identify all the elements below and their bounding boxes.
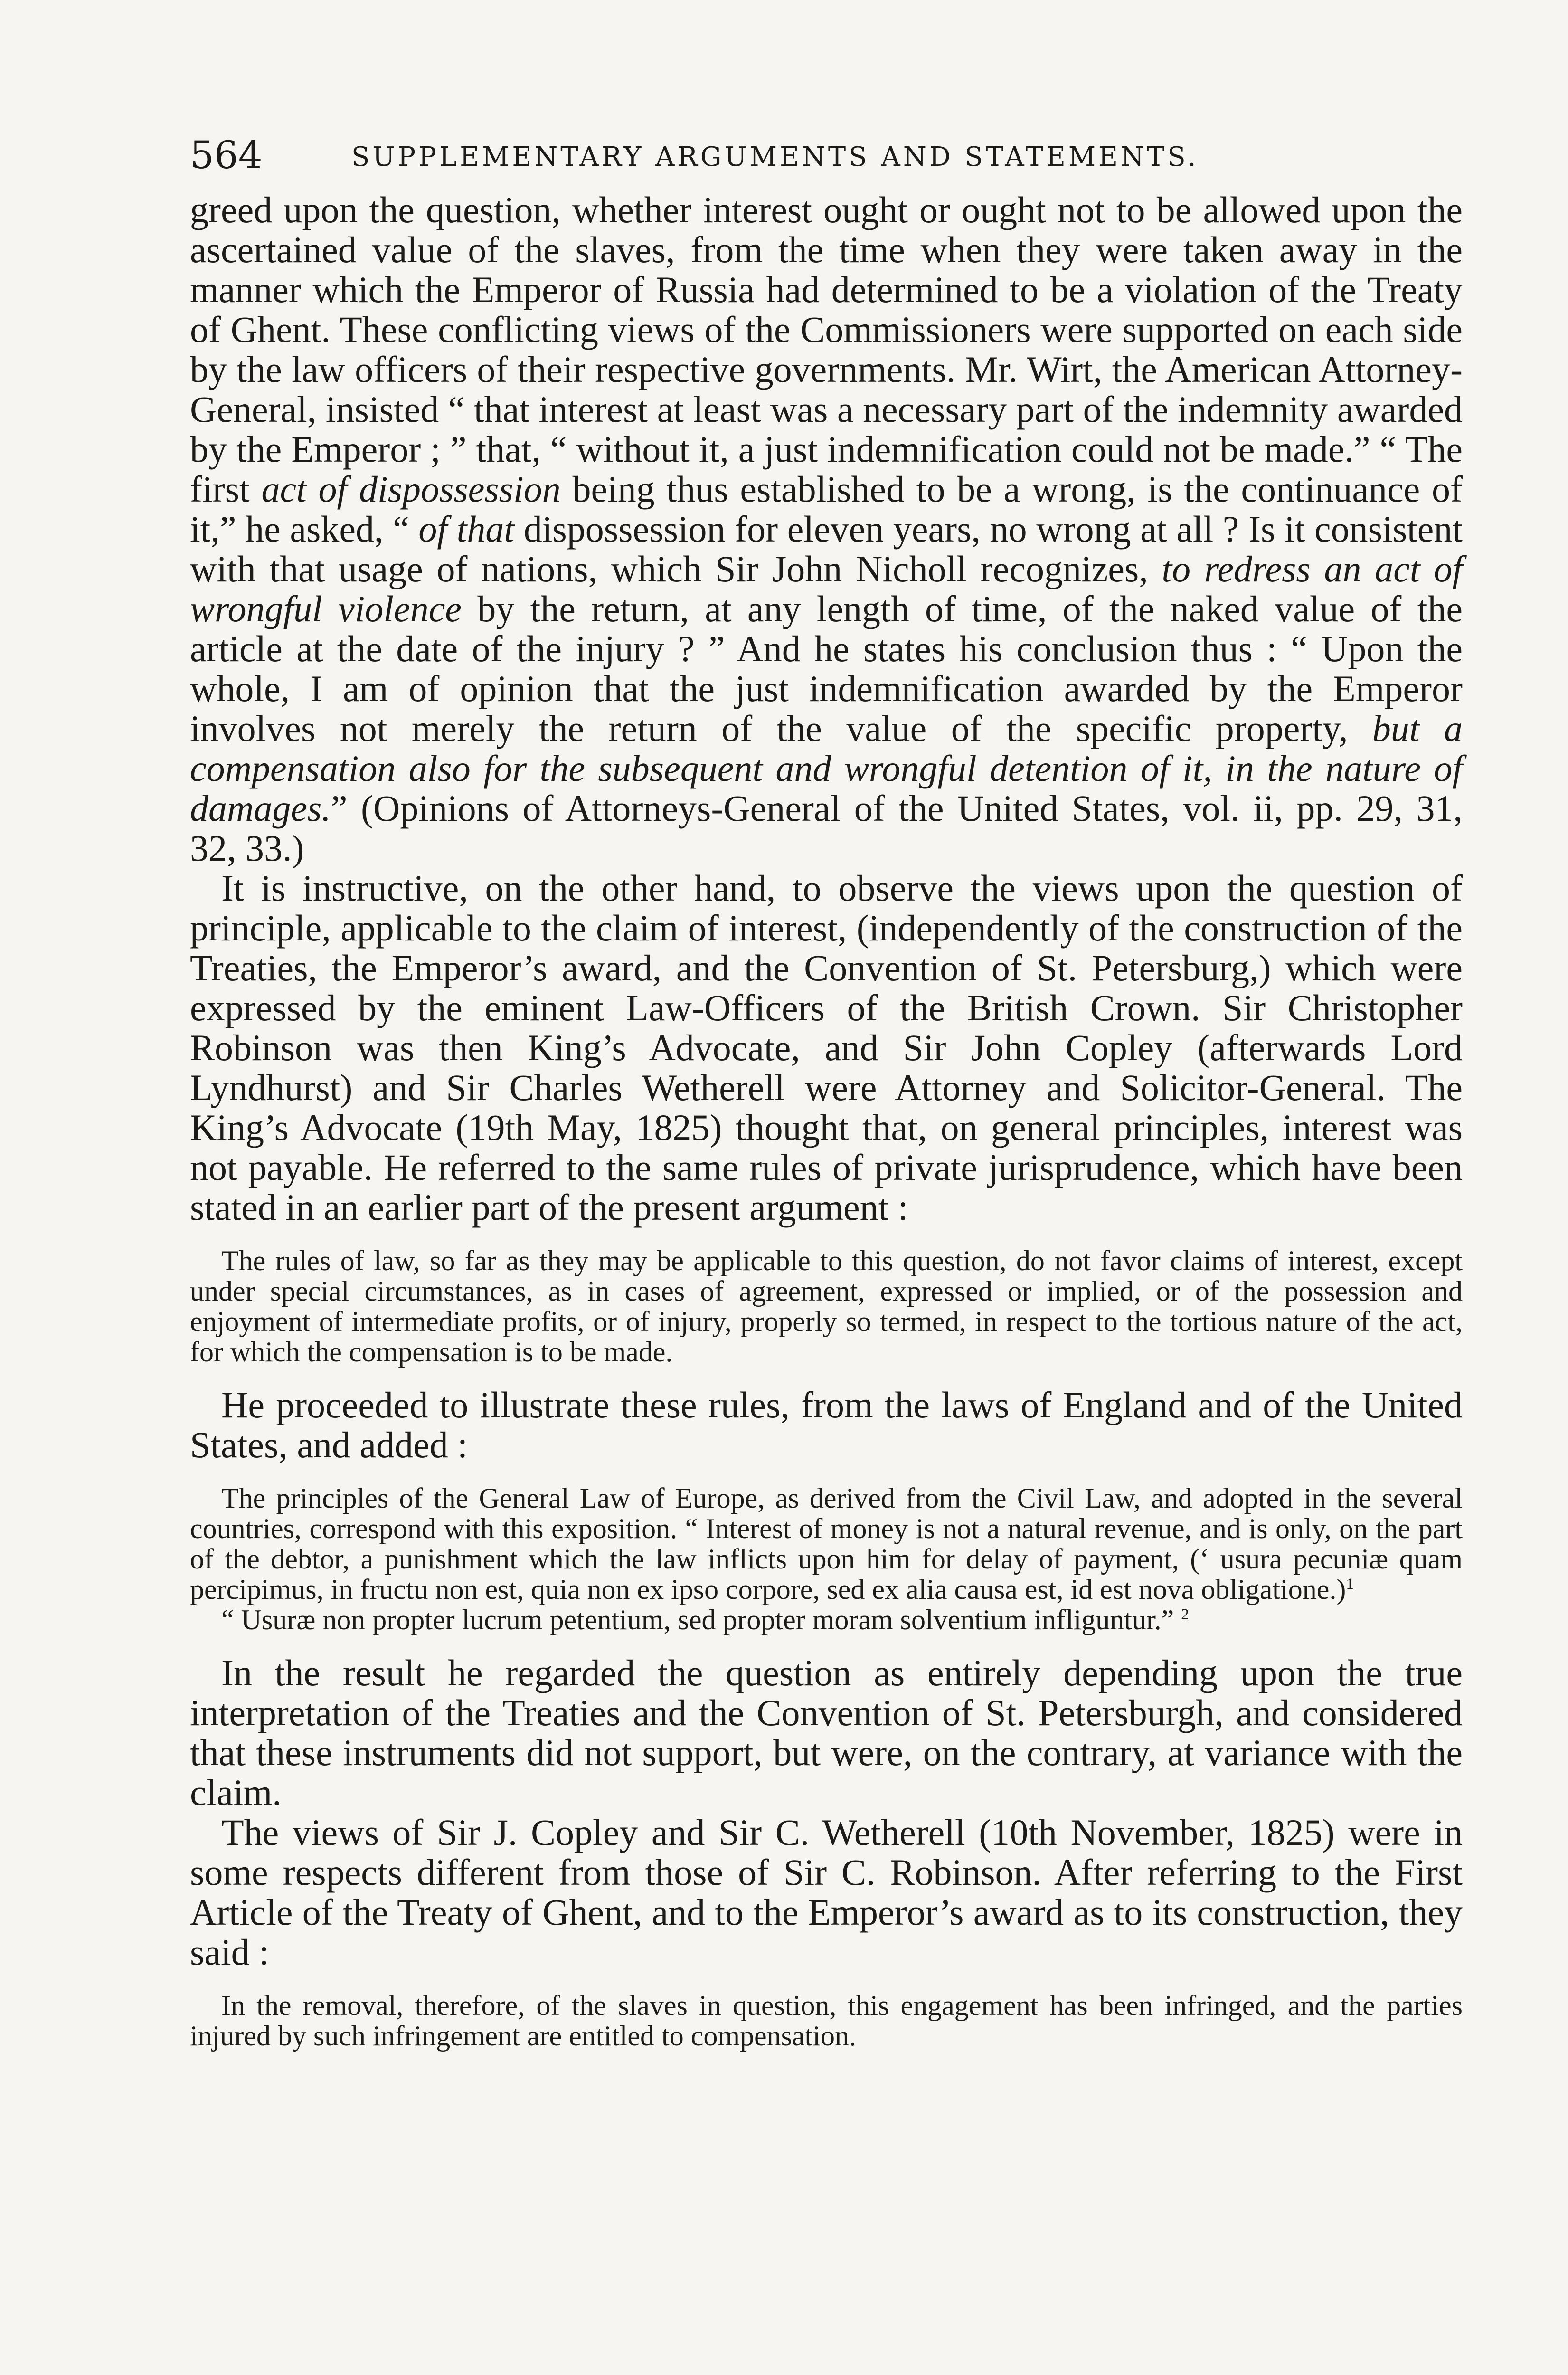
paragraph-5: The views of Sir J. Copley and Sir C. Wetherell (10th November, 1825) were in some respects different from those of Sir C. Robinson. After referring to the First Article of the Treaty of Ghent, and to the Emperor’s award as to its construction, they said :	[190, 1812, 1463, 1973]
footnote-ref-2: 2	[1181, 1606, 1189, 1623]
block-quote-2	[190, 1483, 1463, 1635]
block-quote-1	[190, 1245, 1463, 1367]
paragraph-2: It is instructive, on the other hand, to observe the views upon the question of principle, applicable to the claim of interest, (independently of the construction of the Treaties, the Emperor’s award, and the Convention of St. Petersburg,) which were expressed by the eminent Law-Officers of the British Crown. Sir Christopher Robinson was then King’s Advocate, and Sir John Copley (afterwards Lord Lyndhurst) and Sir Charles Wetherell were Attorney and Solicitor-General. The King’s Advocate (19th May, 1825) thought that, on general principles, interest was not payable. He referred to the same rules of private jurisprudence, which have been stated in an earlier part of the present argument :	[190, 867, 1463, 1228]
quote-text: “ Usuræ non propter lucrum petentium, sed propter moram solventium infliguntur.” $^2$	[221, 1604, 1189, 1635]
paragraph-1: greed upon the question, whether interest ought or ought not to be allowed upon the ascertained value of the slaves, from the time when they were taken away in the manner which the Emperor of Russia had determined to be a violation of the Treaty of Ghent. These conflicting views of the Commissioners were supported on each side by the law officers of their respective governments. Mr. Wirt, the American Attorney-General, insisted “ that interest at least was a necessary part of the indemnity awarded by the Emperor ; ” that, “ without it, a just indemnification could not be made.” “ The first act of dispossession being thus established to be a wrong, is the continuance of it,” he asked, “ of that dispossession for eleven years, no wrong at all ? Is it consistent with that usage of nations, which Sir John Nicholl recognizes, to redress an act of wrongful violence by the return, at any length of time, of the naked value of the article at the date of the injury ? ” And he states his conclusion thus : “ Upon the whole, I am of opinion that the just indemnification awarded by the Emperor involves not merely the return of the value of the specific property, but a compensation also for the subsequent and wrongful detention of it, in the nature of damages.” (Opinions of Attorneys-General of the United States, vol. ii, pp. 29, 31, 32, 33.)	[190, 189, 1463, 869]
page-header	[190, 128, 1463, 190]
quote-text: In the removal, therefore, of the slaves in question, this engagement has been infringed, and the parties injured by such infringement are entitled to compensation.	[190, 1990, 1463, 2052]
block-quote-3	[190, 1990, 1463, 2051]
footnote-ref-1: 1	[1346, 1576, 1354, 1593]
quote-text: The rules of law, so far as they may be applicable to this question, do not favor claims of interest, except under special circumstances, as in cases of agreement, expressed or implied, or of the possession and enjoyment of intermediate profits, or of injury, properly so termed, in respect to the tortious nature of the act, for which the compensation is to be made.	[190, 1245, 1463, 1368]
paragraph-4: In the result he regarded the question as entirely depending upon the true interpretation of the Treaties and the Convention of St. Petersburgh, and considered that these instruments did not support, but were, on the contrary, at variance with the claim.	[190, 1652, 1463, 1813]
paragraph-3: He proceeded to illustrate these rules, from the laws of England and of the United States, and added :	[190, 1384, 1463, 1465]
book-page	[190, 128, 1463, 2051]
quote-text: The principles of the General Law of Europe, as derived from the Civil Law, and adopted in the several countries, correspond with this exposition. “ Interest of money is not a natural revenue, and is only, on the part of the debtor, a punishment which the law inflicts upon him for delay of payment, (‘ usura pecuniæ quam percipimus, in fructu non est, quia non ex ipso corpore, sed ex alia causa est, id est nova obligatione.)$^1$	[190, 1482, 1463, 1605]
page-number: 564	[190, 133, 263, 177]
running-head: SUPPLEMENTARY ARGUMENTS AND STATEMENTS.	[351, 142, 1199, 172]
body-text	[190, 190, 1463, 2051]
